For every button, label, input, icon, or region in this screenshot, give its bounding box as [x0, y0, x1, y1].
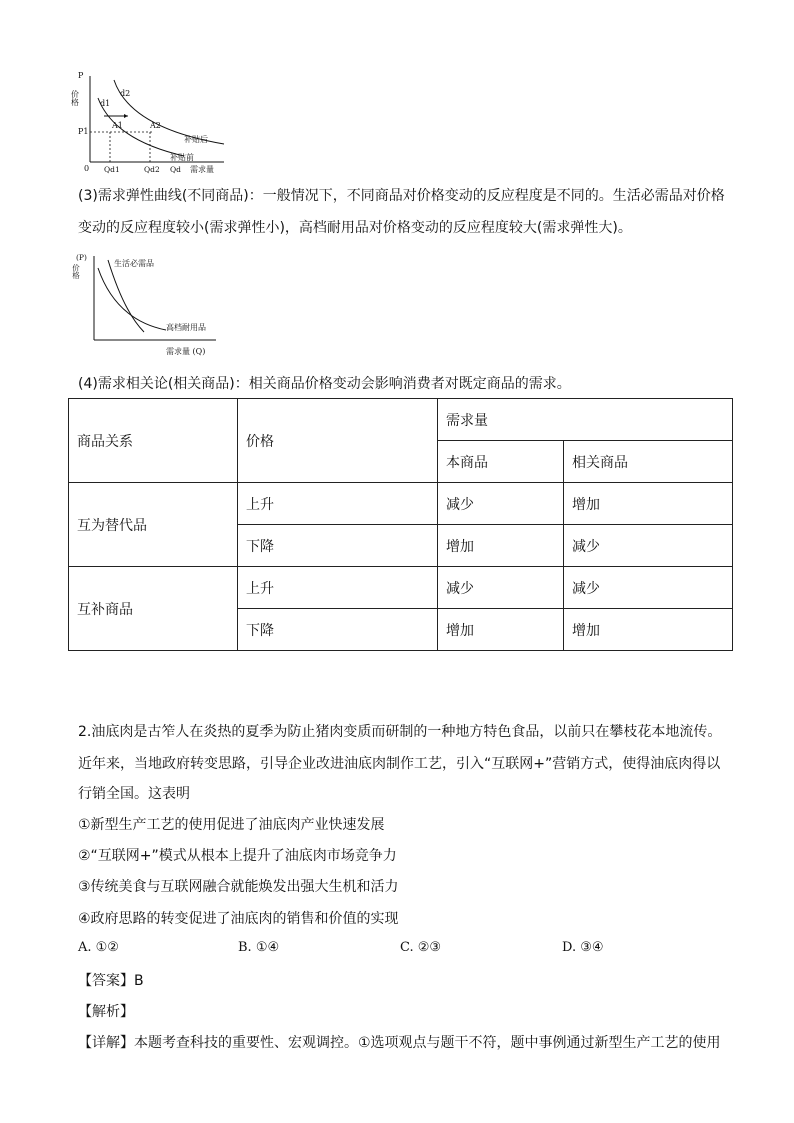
related-cell: 减少: [564, 525, 733, 567]
durables-curve: [98, 268, 166, 330]
before-subsidy-label: 补贴前: [170, 153, 194, 162]
detail-line: 【详解】本题考查科技的重要性、宏观调控。①选项观点与题干不符，题中事例通过新型生产工艺的使用: [78, 1035, 721, 1051]
table-row: [69, 567, 733, 609]
section3-line2: 变动的反应程度较小(需求弹性小)，高档耐用品对价格变动的反应程度较大(需求弹性大)。: [78, 220, 632, 236]
header-this-good: 本商品: [438, 441, 564, 483]
section3-line1: (3)需求弹性曲线(不同商品)：一般情况下，不同商品对价格变动的反应程度是不同的。生活必需品对价格: [78, 188, 725, 204]
price-cell: 上升: [238, 567, 438, 609]
answer-options: [78, 940, 728, 960]
y-axis-label: 价格: [70, 90, 80, 106]
price-cell: 下降: [238, 525, 438, 567]
option-d[interactable]: D. ③④: [562, 940, 604, 955]
statement-2: ②“互联网+”模式从根本上提升了油底肉市场竞争力: [78, 848, 397, 864]
statement-1: ①新型生产工艺的使用促进了油底肉产业快速发展: [78, 817, 385, 833]
x-axis-label: 需求量 (Q): [166, 347, 206, 356]
point-a2: A2: [150, 121, 161, 130]
demand-shift-figure: [70, 70, 254, 180]
header-relation: 商品关系: [69, 399, 238, 483]
curve-d2-label: d2: [120, 89, 131, 98]
necessities-label: 生活必需品: [114, 259, 154, 268]
question-stem-line1: 2.油底肉是古笮人在炎热的夏季为防止猪肉变质而研制的一种地方特色食品，以前只在攀枝花本地流传。: [78, 724, 722, 740]
option-c[interactable]: C. ②③: [400, 940, 442, 955]
header-demand: 需求量: [438, 399, 733, 441]
question-stem-line3: 行销全国。这表明: [78, 786, 190, 802]
y-axis-p: P: [78, 71, 84, 80]
header-related-good: 相关商品: [564, 441, 733, 483]
p1-label: P1: [78, 127, 89, 136]
related-cell: 增加: [564, 609, 733, 651]
answer-line: 【答案】B: [78, 973, 144, 989]
related-cell: 增加: [564, 483, 733, 525]
tick-qd: Qd: [170, 165, 181, 174]
related-goods-table: [68, 398, 733, 651]
origin-label: 0: [84, 164, 90, 173]
analysis-label: 【解析】: [78, 1004, 134, 1020]
this-cell: 增加: [438, 609, 564, 651]
curve-d1: [98, 98, 184, 156]
price-cell: 下降: [238, 609, 438, 651]
curve-d1-label: d1: [100, 99, 111, 108]
shift-arrowhead: [124, 114, 128, 118]
relation-cell: 互为替代品: [69, 483, 238, 567]
necessities-curve: [108, 260, 144, 332]
durables-label: 高档耐用品: [166, 323, 206, 332]
this-cell: 减少: [438, 483, 564, 525]
relation-cell: 互补商品: [69, 567, 238, 651]
x-axis-label: 需求量: [190, 165, 214, 174]
point-a1: A1: [112, 121, 123, 130]
price-cell: 上升: [238, 483, 438, 525]
statement-3: ③传统美食与互联网融合就能焕发出强大生机和活力: [78, 879, 399, 895]
question-stem-line2: 近年来，当地政府转变思路，引导企业改进油底肉制作工艺，引入“互联网+”营销方式，使得油底肉得以: [78, 756, 721, 772]
statement-4: ④政府思路的转变促进了油底肉的销售和价值的实现: [78, 911, 399, 927]
tick-qd2: Qd2: [144, 165, 160, 174]
option-a[interactable]: A. ①②: [78, 940, 119, 955]
after-subsidy-label: 补贴后: [184, 135, 208, 144]
tick-qd1: Qd1: [104, 165, 120, 174]
y-axis-p: (P): [76, 253, 87, 262]
option-b[interactable]: B. ①④: [238, 940, 280, 955]
table-row: [69, 483, 733, 525]
y-axis-label: 价格: [71, 264, 81, 279]
this-cell: 减少: [438, 567, 564, 609]
section4-heading: (4)需求相关论(相关商品)：相关商品价格变动会影响消费者对既定商品的需求。: [78, 376, 571, 392]
this-cell: 增加: [438, 525, 564, 567]
header-price: 价格: [238, 399, 438, 483]
elasticity-figure: [71, 250, 224, 360]
related-cell: 减少: [564, 567, 733, 609]
